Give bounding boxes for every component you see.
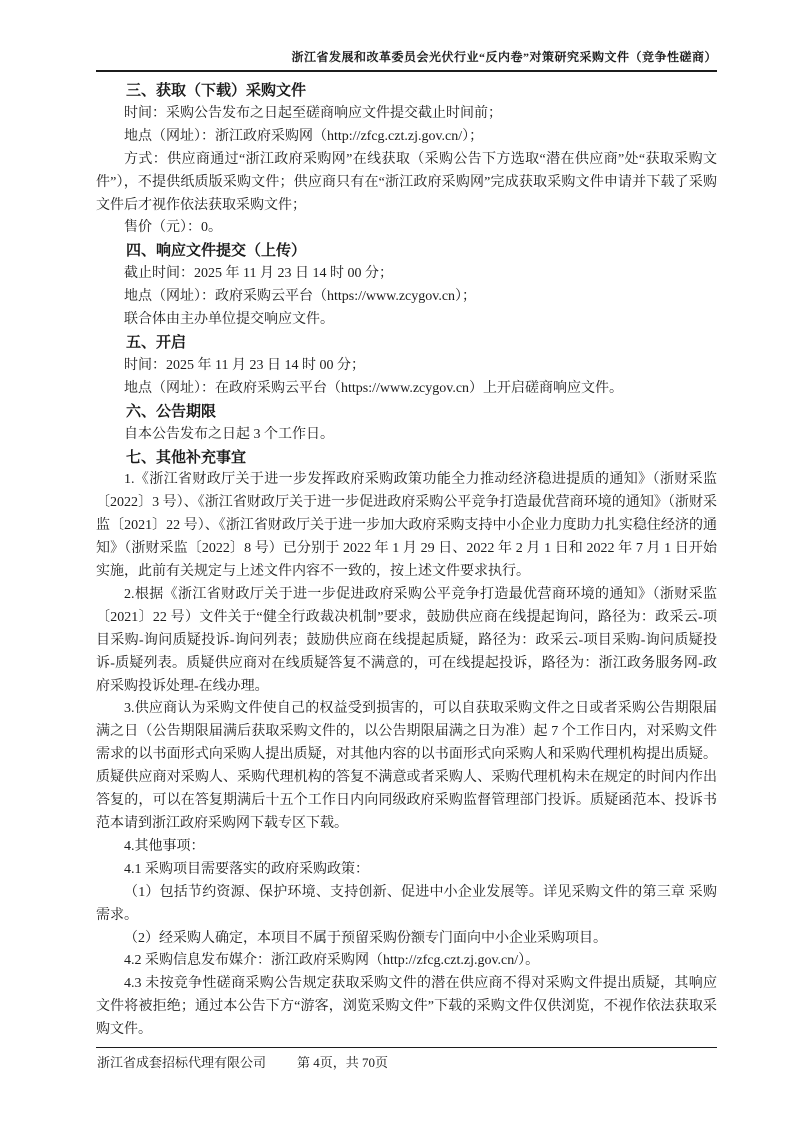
paragraph: （2）经采购人确定，本项目不属于预留采购份额专门面向中小企业采购项目。 <box>124 930 607 946</box>
paragraph: 地点（网址）：浙江政府采购网（http://zfcg.czt.zj.gov.cn/）； <box>124 128 484 144</box>
paragraph: （1）包括节约资源、保护环境、支持创新、促进中小企业发展等。详见采购文件的第三章 采购需求。 <box>96 884 717 923</box>
document-body <box>96 80 717 1042</box>
section-7-heading: 七、其他补充事宜 <box>126 448 247 466</box>
section-3-heading: 三、获取（下载）采购文件 <box>126 82 307 99</box>
header-rule <box>96 70 717 72</box>
paragraph: 时间：采购公告发布之日起至磋商响应文件提交截止时间前； <box>124 105 502 121</box>
section-6-heading: 六、公告期限 <box>126 402 217 420</box>
paragraph: 地点（网址）：政府采购云平台（https://www.zcygov.cn）； <box>124 289 477 305</box>
paragraph: 4.其他事项： <box>124 838 205 854</box>
paragraph: 1.《浙江省财政厅关于进一步发挥政府采购政策功能全力推动经济稳进提质的通知》（浙财采监〔2022〕3 号）、《浙江省财政厅关于进一步促进政府采购公平竞争打造最优营商环境的通知》（浙财采监〔2021〕22 号）、《浙江省财政厅关于进一步加大政府采购支持中小企业力度助力扎实稳住经济的通知》（浙财采监〔2022〕8 号）已分别于 2022 年 1 月 29 日、2022 年 2 月 1 日和 2022 年 7 月 1 日开始实施，此前有关规定与上述文件内容不一致的，按上述文件要求执行。 <box>96 472 717 580</box>
paragraph: 4.2 采购信息发布媒介：浙江政府采购网（http://zfcg.czt.zj.gov.cn/）。 <box>124 953 540 969</box>
paragraph: 截止时间：2025 年 11 月 23 日 14 时 00 分； <box>124 266 393 282</box>
footer-rule <box>96 1047 717 1048</box>
paragraph: 地点（网址）：在政府采购云平台（https://www.zcygov.cn）上开启磋商响应文件。 <box>124 380 624 396</box>
paragraph: 售价（元）：0。 <box>124 220 222 236</box>
section-5-heading: 五、开启 <box>126 333 187 351</box>
footer-page-info: 第 4页，共 70页 <box>297 1055 389 1070</box>
paragraph: 2.根据《浙江省财政厅关于进一步促进政府采购公平竞争打造最优营商环境的通知》（浙财采监〔2021〕22 号）文件关于“健全行政裁决机制”要求，鼓励供应商在线提起询问，路径为：政采云-项目采购-询问质疑投诉-询问列表；鼓励供应商在线提起质疑，路径为：政采云-项目采购-询问质疑投诉-质疑列表。质疑供应商对在线质疑答复不满意的，可在线提起投诉，路径为：浙江政务服务网-政府采购投诉处理-在线办理。 <box>96 586 717 694</box>
paragraph: 自本公告发布之日起 3 个工作日。 <box>124 426 334 442</box>
paragraph: 时间：2025 年 11 月 23 日 14 时 00 分； <box>124 357 365 373</box>
paragraph: 4.1 采购项目需要落实的政府采购政策： <box>124 861 369 877</box>
paragraph: 4.3 未按竞争性磋商采购公告规定获取采购文件的潜在供应商不得对采购文件提出质疑，其响应文件将被拒绝；通过本公告下方“游客，浏览采购文件”下载的采购文件仅供浏览，不视作依法获取采购文件。 <box>96 976 717 1038</box>
footer-company: 浙江省成套招标代理有限公司 <box>97 1055 267 1070</box>
section-4-heading: 四、响应文件提交（上传） <box>126 242 307 260</box>
paragraph: 联合体由主办单位提交响应文件。 <box>124 312 334 328</box>
paragraph: 方式：供应商通过“浙江政府采购网”在线获取（采购公告下方选取“潜在供应商”处“获取采购文件”），不提供纸质版采购文件；供应商只有在“浙江政府采购网”完成获取采购文件申请并下载了采购文件后才视作依法获取采购文件； <box>96 151 717 213</box>
page-header-title: 浙江省发展和改革委员会光伏行业“反内卷”对策研究采购文件（竞争性磋商） <box>291 50 717 64</box>
paragraph: 3.供应商认为采购文件使自己的权益受到损害的，可以自获取采购文件之日或者采购公告期限届满之日（公告期限届满后获取采购文件的，以公告期限届满之日为准）起 7 个工作日内，对采购文件需求的以书面形式向采购人提出质疑，对其他内容的以书面形式向采购人和采购代理机构提出质疑。质疑供应商对采购人、采购代理机构的答复不满意或者采购人、采购代理机构未在规定的时间内作出答复的，可以在答复期满后十五个工作日内向同级政府采购监督管理部门投诉。质疑函范本、投诉书范本请到浙江政府采购网下载专区下载。 <box>96 701 717 831</box>
